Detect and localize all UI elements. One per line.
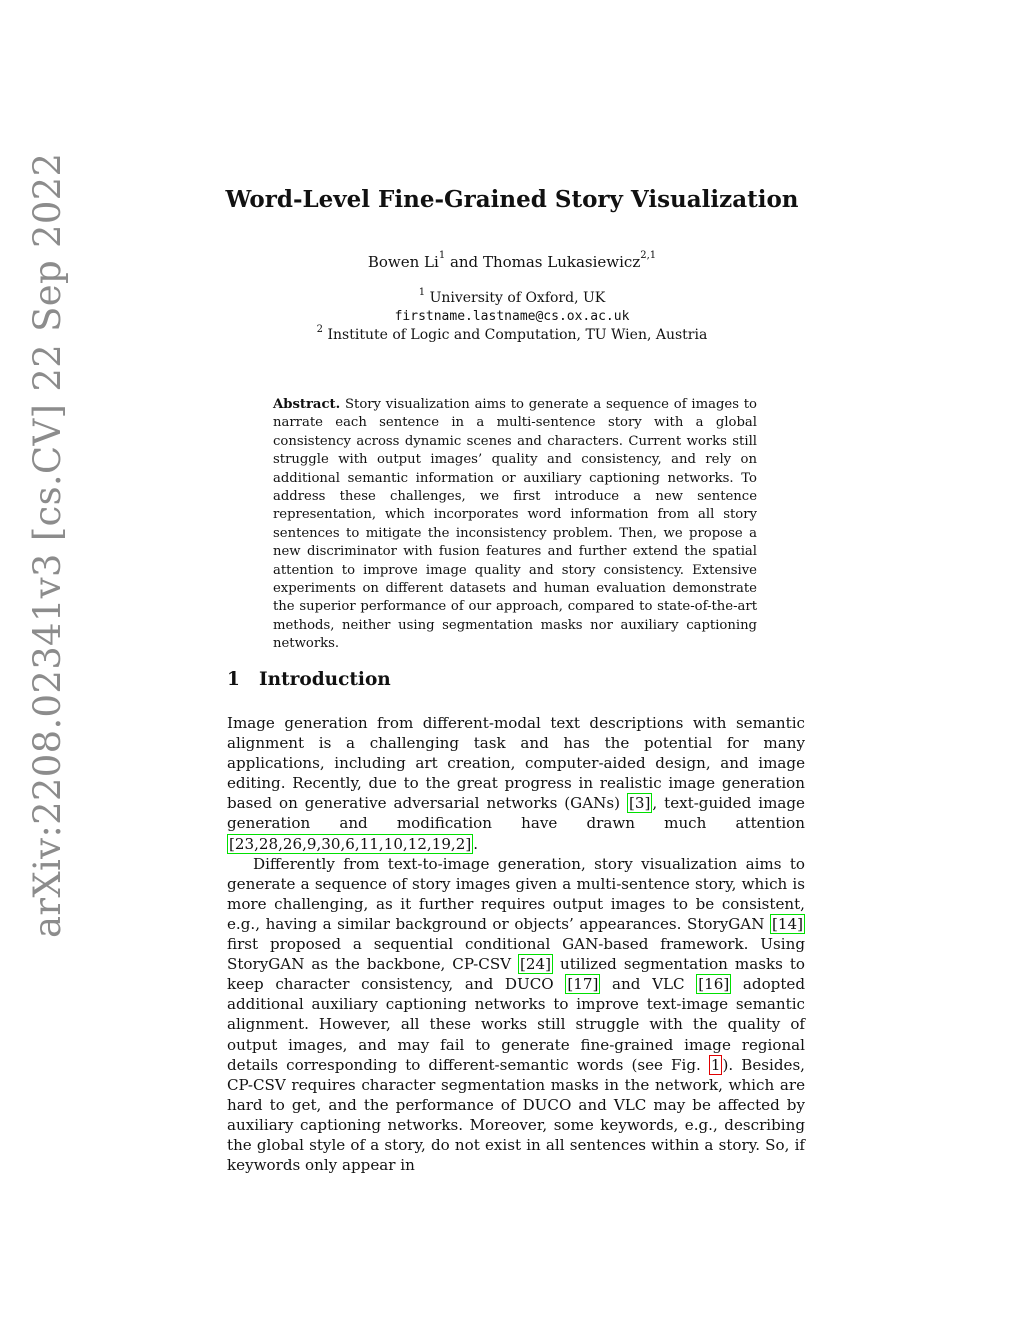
abstract [273, 396, 757, 654]
paragraph-text: utilized segmentation masks to keep character consistency, and DUCO [227, 955, 805, 994]
paragraph-text: first proposed a sequential conditional GAN-based framework. Using StoryGAN as the backbone, CP-CSV [227, 935, 805, 974]
author-conjunction: and [445, 253, 483, 271]
arxiv-identifier: arXiv:2208.02341v3 [cs.CV] 22 Sep 2022 [26, 152, 69, 938]
citation-link[interactable]: [16] [698, 975, 730, 994]
affiliation-mark: 2 [316, 324, 324, 335]
affiliation-2 [0, 324, 1024, 343]
paragraph-text: . [473, 834, 479, 853]
section-number: 1 [227, 669, 240, 690]
author-affiliation-mark: 1 [438, 250, 446, 261]
citation-link[interactable]: [3] [628, 794, 651, 813]
section-heading [227, 669, 391, 690]
paragraph-text: Differently from text-to-image generation, story visualization aims to generate a sequence of story images given a multi-sentence story, which is more challenging, as it further requires output images to be consistent, e.g., having a similar background or objects’ appearances. StoryGAN [227, 854, 805, 933]
affiliation-text: University of Oxford, UK [429, 290, 606, 306]
affiliation-text: Institute of Logic and Computation, TU Wien, Austria [327, 327, 708, 343]
citation-link[interactable]: [24] [520, 955, 552, 974]
paragraph-text: and VLC [600, 975, 697, 994]
author-list [0, 250, 1024, 271]
citation-link[interactable]: [14] [772, 914, 803, 933]
affiliation-1 [0, 287, 1024, 306]
citation-link[interactable]: [17] [567, 975, 599, 994]
abstract-text: Story visualization aims to generate a sequence of images to narrate each sentence in a multi-sentence story with a global consistency across dynamic scenes and characters. Current works still struggle with output images’ quality and consistency, and rely on additional semantic information or auxiliary captioning networks. To address these challenges, we first introduce a new sentence representation, which incorporates word information from all story sentences to mitigate the inconsistency problem. Then, we propose a new discriminator with fusion features and further extend the spatial attention to improve image quality and story consistency. Extensive experiments on different datasets and human evaluation demonstrate the superior performance of our approach, compared to state-of-the-art methods, neither using segmentation masks nor auxiliary captioning networks. [273, 397, 757, 652]
affiliation-mark: 1 [418, 287, 426, 298]
introduction-body [227, 713, 805, 1175]
abstract-label: Abstract. [273, 397, 341, 412]
section-title: Introduction [259, 669, 391, 690]
paragraph-text: Image generation from different-modal text descriptions with semantic alignment is a challenging task and has the potential for many applications, including art creation, computer-aided design, and image editing. Recently, due to the great progress in realistic image generation based on generative adversarial networks (GANs) [227, 714, 805, 813]
author-affiliation-mark: 2,1 [640, 250, 657, 261]
paper-title: Word-Level Fine-Grained Story Visualization [225, 186, 799, 213]
paragraph [227, 854, 805, 1176]
figure-reference-link[interactable]: 1 [710, 1055, 721, 1074]
paragraph-text: , text-guided image generation and modification have drawn much attention [227, 794, 805, 833]
paragraph-text: adopted additional auxiliary captioning networks to improve text-image semantic alignment. However, all these works still struggle with the quality of output images, and may fail to generate fine-grained image regional details corresponding to different-semantic words (see Fig. [227, 975, 806, 1074]
author-email: firstname.lastname@cs.ox.ac.uk [394, 309, 630, 324]
paragraph [227, 713, 805, 854]
author-name: Thomas Lukasiewicz [482, 253, 641, 271]
paragraph-text: ). Besides, CP-CSV requires character segmentation masks in the network, which are hard to get, and the performance of DUCO and VLC may be affected by auxiliary captioning networks. Moreover, some keywords, e.g., describing the global style of a story, do not exist in all sentences within a story. So, if keywords only appear in [227, 1055, 805, 1175]
citation-link[interactable]: [23,28,26,9,30,6,11,10,12,19,2] [229, 834, 472, 853]
author-name: Bowen Li [367, 253, 439, 271]
